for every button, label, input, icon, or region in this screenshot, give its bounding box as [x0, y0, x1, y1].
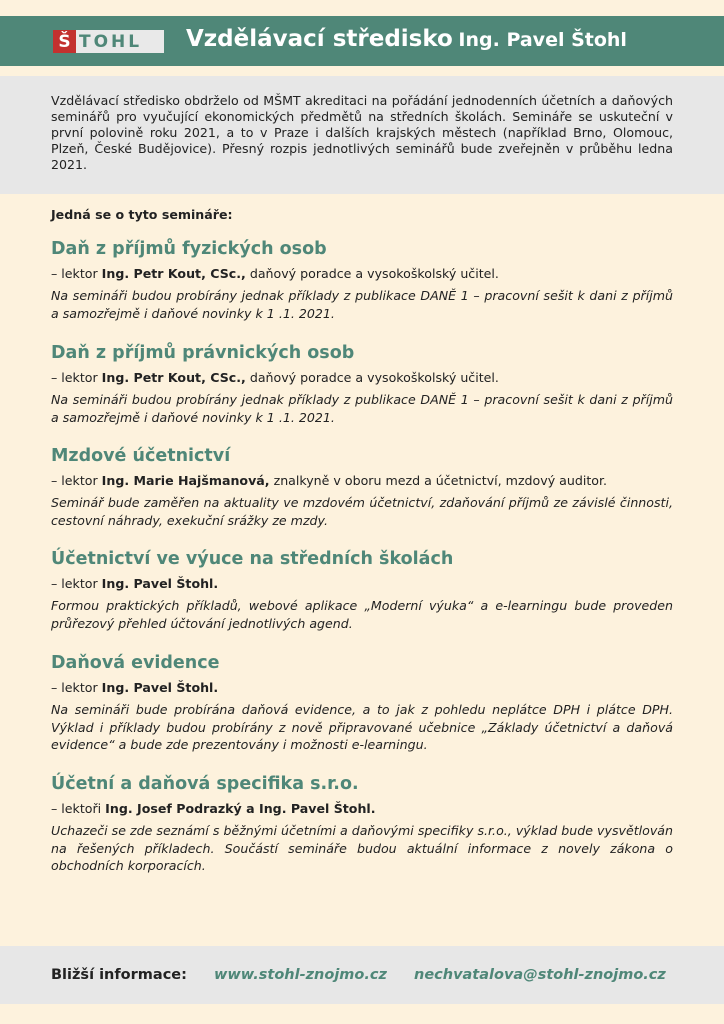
lector-prefix: – lektor [51, 370, 102, 385]
seminar-title: Účetní a daňová specifika s.r.o. [51, 774, 359, 794]
seminar-title: Daň z příjmů fyzických osob [51, 239, 327, 259]
intro-panel [0, 76, 724, 194]
header-bar [0, 16, 724, 66]
seminar-lector [51, 680, 673, 696]
footer-label: Bližší informace: [51, 967, 187, 983]
footer-bar [0, 946, 724, 1004]
lector-prefix: – lektor [51, 266, 102, 281]
seminar-lector [51, 370, 673, 386]
website-link[interactable]: www.stohl-znojmo.cz [214, 967, 387, 983]
seminar-item [51, 773, 673, 875]
seminar-lector [51, 576, 673, 592]
lector-name: Ing. Pavel Štohl. [101, 576, 219, 591]
lector-name: Ing. Marie Hajšmanová, [101, 473, 270, 488]
seminar-description: Uchazeči se zde seznámí s běžnými účetními a daňovými specifiky s.r.o., výklad bude vysvětlován na řešených příkladech. Součástí semináře budou aktuální informace z novely zákona o obchodních korporacích. [51, 823, 673, 873]
lector-suffix: daňový poradce a vysokoškolský učitel. [245, 370, 499, 385]
seminar-item [51, 342, 673, 426]
title-main: Vzdělávací středisko [186, 26, 453, 52]
seminar-description: Na semináři budou probírány jednak příklady z publikace DANĚ 1 – pracovní sešit k dani z příjmů a samozřejmě i daňové novinky k 1 .1. 2021. [51, 392, 673, 425]
seminar-description: Na semináři budou probírány jednak příklady z publikace DANĚ 1 – pracovní sešit k dani z příjmů a samozřejmě i daňové novinky k 1 .1. 2021. [51, 288, 673, 321]
seminar-description: Seminář bude zaměřen na aktuality ve mzdovém účetnictví, zdaňování příjmů ze závislé činnosti, cestovní náhrady, exekuční srážky ze mzdy. [51, 495, 673, 528]
logo-first-letter: Š [53, 30, 76, 53]
lector-prefix: – lektor [51, 680, 102, 695]
stohl-logo [53, 30, 164, 53]
email-link[interactable]: nechvatalova@stohl-znojmo.cz [414, 967, 666, 983]
lector-suffix: daňový poradce a vysokoškolský učitel. [245, 266, 499, 281]
seminar-title: Daňová evidence [51, 653, 220, 673]
seminar-list-lead: Jedná se o tyto semináře: [51, 207, 233, 222]
lector-suffix: znalkyně v oboru mezd a účetnictví, mzdový auditor. [269, 473, 608, 488]
lector-name: Ing. Pavel Štohl. [101, 680, 219, 695]
lector-prefix: – lektoři [51, 801, 106, 816]
seminar-lector [51, 266, 673, 282]
seminar-lector [51, 801, 673, 817]
title-name: Ing. Pavel Štohl [458, 29, 627, 51]
lector-name: Ing. Petr Kout, CSc., [101, 370, 246, 385]
page-title [186, 26, 627, 52]
lector-prefix: – lektor [51, 473, 102, 488]
intro-text: Vzdělávací středisko obdrželo od MŠMT akreditaci na pořádání jednodenních účetních a daňových seminářů pro vyučující ekonomických předmětů na středních školách. Semináře se uskuteční v první polovině roku 2021, a to v Praze i dalších krajských městech (například Brno, Olomouc, Plzeň, České Budějovice). Přesný rozpis jednotlivých seminářů bude zveřejněn v průběhu ledna 2021. [51, 93, 673, 172]
seminar-title: Mzdové účetnictví [51, 446, 231, 466]
seminar-title: Daň z příjmů právnických osob [51, 343, 355, 363]
seminar-lector [51, 473, 673, 489]
seminar-description: Formou praktických příkladů, webové aplikace „Moderní výuka“ a e-learningu bude proveden průřezový přehled účtování jednotlivých agend. [51, 598, 673, 631]
lector-name: Ing. Josef Podrazký a Ing. Pavel Štohl. [105, 801, 376, 816]
lector-prefix: – lektor [51, 576, 102, 591]
seminar-item [51, 548, 673, 632]
seminar-description: Na semináři bude probírána daňová evidence, a to jak z pohledu neplátce DPH i plátce DPH. Výklad i příklady budou probírány z nově připravované učebnice „Základy účetnictví a daňová evidence“ a bude zde prezentovány i možnosti e-learningu. [51, 702, 673, 752]
logo-rest: TOHL [79, 31, 143, 52]
seminar-item [51, 445, 673, 529]
lector-name: Ing. Petr Kout, CSc., [101, 266, 246, 281]
seminar-item [51, 652, 673, 754]
seminar-item [51, 238, 673, 322]
seminar-title: Účetnictví ve výuce na středních školách [51, 549, 454, 569]
